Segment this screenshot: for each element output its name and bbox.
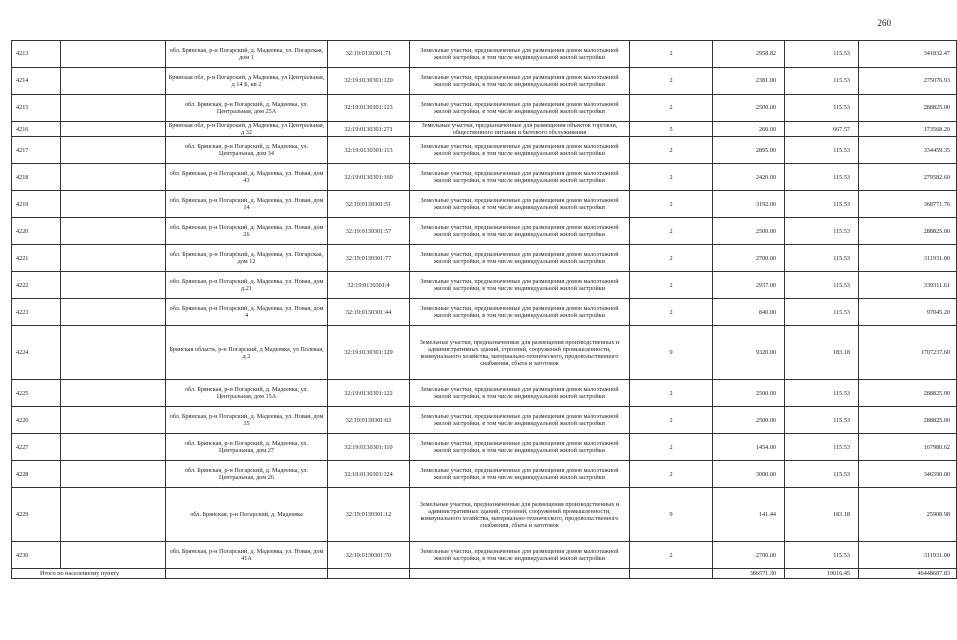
- plot-address: обл. Брянская, р-н Погарский, д. Мадеевка, ул. Центральная, дом 26: [166, 461, 328, 488]
- plot-area: 840.00: [713, 299, 785, 326]
- empty-cell: [61, 272, 166, 299]
- plot-address: обл. Брянская, р-н Погарский, д. Мадеевка, ул. Новая, дом 14: [166, 191, 328, 218]
- use-category: 2: [630, 434, 713, 461]
- plot-area: 260.00: [713, 122, 785, 137]
- use-category: 2: [630, 299, 713, 326]
- permitted-use: Земельные участки, предназначенные для размещения домов малоэтажной жилой застройки, в том числе индивидуальной жилой застройки: [410, 95, 630, 122]
- use-category: 2: [630, 380, 713, 407]
- use-category: 2: [630, 542, 713, 569]
- specific-value: 115.53: [785, 245, 859, 272]
- plot-area: 2500.00: [713, 218, 785, 245]
- cadastral-number: 32:19:0130301:4: [328, 272, 410, 299]
- total-label: Итого по населенному пункту: [12, 569, 166, 579]
- table-row: [12, 407, 957, 434]
- cadastral-number: 32:19:0130301:113: [328, 137, 410, 164]
- cadastral-number: 32:19:0130301:70: [328, 542, 410, 569]
- empty-cell: [166, 569, 328, 579]
- plot-area: 2420.00: [713, 164, 785, 191]
- permitted-use: Земельные участки, предназначенные для размещения домов малоэтажной жилой застройки, в том числе индивидуальной жилой застройки: [410, 218, 630, 245]
- use-category: 2: [630, 191, 713, 218]
- plot-address: обл. Брянская, р-н Погарский, д. Мадеевка, ул. Новая, дом 41А: [166, 542, 328, 569]
- use-category: 2: [630, 218, 713, 245]
- cadastral-number: 32:19:0130301:123: [328, 95, 410, 122]
- cadastral-value: 97045.20: [859, 299, 957, 326]
- table-row: [12, 245, 957, 272]
- cadastral-value: 341832.47: [859, 41, 957, 68]
- permitted-use: Земельные участки, предназначенные для размещения объектов торговли, общественного питания и бытового обслуживания: [410, 122, 630, 137]
- specific-value: 667.57: [785, 122, 859, 137]
- cadastral-value: 339311.61: [859, 272, 957, 299]
- plot-address: обл. Брянская, р-н Погарский, д. Мадеевка, ул. Центральная, дом 27: [166, 434, 328, 461]
- plot-area: 3000.00: [713, 461, 785, 488]
- plot-number: 4219: [12, 191, 61, 218]
- cadastral-value: 1707237.60: [859, 326, 957, 380]
- permitted-use: Земельные участки, предназначенные для размещения домов малоэтажной жилой застройки, в том числе индивидуальной жилой застройки: [410, 191, 630, 218]
- empty-cell: [61, 326, 166, 380]
- plot-address: обл. Брянская, р-н Погарский, д. Мадеевка, ул. Погарская, дом 1: [166, 41, 328, 68]
- use-category: 2: [630, 164, 713, 191]
- cadastral-value: 279582.60: [859, 164, 957, 191]
- plot-area: 2937.00: [713, 272, 785, 299]
- specific-value: 115.53: [785, 272, 859, 299]
- plot-number: 4230: [12, 542, 61, 569]
- specific-value: 115.53: [785, 137, 859, 164]
- specific-value: 115.53: [785, 299, 859, 326]
- cadastral-number: 32:19:0130301:120: [328, 68, 410, 95]
- plot-area: 2958.82: [713, 41, 785, 68]
- use-category: 9: [630, 488, 713, 542]
- permitted-use: Земельные участки, предназначенные для размещения домов малоэтажной жилой застройки, в том числе индивидуальной жилой застройки: [410, 380, 630, 407]
- plot-number: 4223: [12, 299, 61, 326]
- specific-value: 115.53: [785, 407, 859, 434]
- plot-area: 2381.00: [713, 68, 785, 95]
- permitted-use: Земельные участки, предназначенные для размещения домов малоэтажной жилой застройки, в том числе индивидуальной жилой застройки: [410, 542, 630, 569]
- plot-address: обл. Брянская, р-н Погарский, д. Мадеевка, ул. Центральная, дом 15А: [166, 380, 328, 407]
- specific-value: 115.53: [785, 95, 859, 122]
- specific-value: 115.53: [785, 218, 859, 245]
- empty-cell: [410, 569, 630, 579]
- empty-cell: [61, 137, 166, 164]
- plot-number: 4220: [12, 218, 61, 245]
- table-row: [12, 461, 957, 488]
- plot-area: 2700.00: [713, 245, 785, 272]
- table-row: [12, 272, 957, 299]
- cadastral-number: 32:19:0130301:160: [328, 164, 410, 191]
- use-category: 2: [630, 95, 713, 122]
- specific-value: 183.18: [785, 488, 859, 542]
- empty-cell: [61, 542, 166, 569]
- plot-address: Брянская область, р-н Погарский, д Мадеевка, ул Полевая, д 2: [166, 326, 328, 380]
- plot-number: 4213: [12, 41, 61, 68]
- cadastral-number: 32:19:0130301:51: [328, 191, 410, 218]
- empty-cell: [61, 461, 166, 488]
- table-row: [12, 41, 957, 68]
- cadastral-value: 173568.20: [859, 122, 957, 137]
- plot-address: обл. Брянская, р-н Погарский, д. Мадеевка, ул. Погарская, дом 12: [166, 245, 328, 272]
- table-row: [12, 191, 957, 218]
- plot-address: обл. Брянская, р-н Погарский, д. Мадеевка, ул. Центральная, дом 25А: [166, 95, 328, 122]
- plot-area: 3192.00: [713, 191, 785, 218]
- use-category: 2: [630, 41, 713, 68]
- specific-value: 115.53: [785, 542, 859, 569]
- use-category: 2: [630, 68, 713, 95]
- use-category: 2: [630, 137, 713, 164]
- cadastral-number: 32:19:0130301:12: [328, 488, 410, 542]
- specific-value: 115.53: [785, 68, 859, 95]
- permitted-use: Земельные участки, предназначенные для размещения домов малоэтажной жилой застройки, в том числе индивидуальной жилой застройки: [410, 68, 630, 95]
- plot-number: 4229: [12, 488, 61, 542]
- cadastral-number: 32:19:0130301:77: [328, 245, 410, 272]
- empty-cell: [61, 434, 166, 461]
- plot-address: обл. Брянская, р-н Погарский, д. Мадеевка, ул. Новая, дом 35: [166, 407, 328, 434]
- specific-value: 115.53: [785, 41, 859, 68]
- cadastral-value: 275076.93: [859, 68, 957, 95]
- plot-number: 4216: [12, 122, 61, 137]
- plot-area: 2500.00: [713, 407, 785, 434]
- cadastral-value: 334459.35: [859, 137, 957, 164]
- plot-number: 4222: [12, 272, 61, 299]
- cadastral-number: 32:19:0130301:63: [328, 407, 410, 434]
- table-row: [12, 434, 957, 461]
- specific-value: 115.53: [785, 434, 859, 461]
- permitted-use: Земельные участки, предназначенные для размещения домов малоэтажной жилой застройки, в том числе индивидуальной жилой застройки: [410, 272, 630, 299]
- cadastral-number: 32:19:0130301:71: [328, 41, 410, 68]
- plot-address: обл. Брянская, р-н Погарский, д. Мадеевка, ул. Центральная, дом 34: [166, 137, 328, 164]
- table-row: [12, 137, 957, 164]
- plot-number: 4217: [12, 137, 61, 164]
- permitted-use: Земельные участки, предназначенные для размещения домов малоэтажной жилой застройки, в том числе индивидуальной жилой застройки: [410, 434, 630, 461]
- cadastral-value: 368771.76: [859, 191, 957, 218]
- permitted-use: Земельные участки, предназначенные для размещения производственных и административных зданий, строений, сооружений промышленности, коммунального хозяйства, материально-технического, продовольственного снабжения, сбыта и заготовок: [410, 326, 630, 380]
- use-category: 2: [630, 407, 713, 434]
- land-plots-table: [11, 40, 957, 579]
- cadastral-value: 288825.00: [859, 380, 957, 407]
- plot-number: 4226: [12, 407, 61, 434]
- cadastral-number: 32:19:0130301:271: [328, 122, 410, 137]
- empty-cell: [630, 569, 713, 579]
- table-row: [12, 488, 957, 542]
- plot-address: Брянская обл, р-н Погарский, д Мадеевка, ул Центральная, д 14 Б, кв 2: [166, 68, 328, 95]
- table-row: [12, 122, 957, 137]
- plot-number: 4224: [12, 326, 61, 380]
- use-category: 9: [630, 326, 713, 380]
- table-row: [12, 299, 957, 326]
- cadastral-value: 346590.00: [859, 461, 957, 488]
- cadastral-value: 311931.00: [859, 542, 957, 569]
- plot-number: 4228: [12, 461, 61, 488]
- table-row: [12, 95, 957, 122]
- specific-value: 115.53: [785, 380, 859, 407]
- table-row: [12, 542, 957, 569]
- total-row: [12, 569, 957, 579]
- cadastral-value: 288825.00: [859, 218, 957, 245]
- plot-address: Брянская обл, р-н Погарский, д Мадеевка, ул Центральная, д 32: [166, 122, 328, 137]
- plot-address: обл. Брянская, р-н Погарский, д. Мадеевка: [166, 488, 328, 542]
- permitted-use: Земельные участки, предназначенные для размещения домов малоэтажной жилой застройки, в том числе индивидуальной жилой застройки: [410, 137, 630, 164]
- cadastral-number: 32:19:0130301:124: [328, 461, 410, 488]
- empty-cell: [61, 380, 166, 407]
- empty-cell: [61, 488, 166, 542]
- table-row: [12, 380, 957, 407]
- plot-number: 4215: [12, 95, 61, 122]
- cadastral-value: 288825.00: [859, 95, 957, 122]
- permitted-use: Земельные участки, предназначенные для размещения домов малоэтажной жилой застройки, в том числе индивидуальной жилой застройки: [410, 41, 630, 68]
- table-row: [12, 218, 957, 245]
- plot-address: обл. Брянская, р-н Погарский, д. Мадеевка, ул. Новая, дом 43: [166, 164, 328, 191]
- table-row: [12, 164, 957, 191]
- permitted-use: Земельные участки, предназначенные для размещения производственных и административных зданий, строений, сооружений промышленности, коммунального хозяйства, материально-технического, продовольственного снабжения, сбыта и заготовок: [410, 488, 630, 542]
- plot-area: 1454.00: [713, 434, 785, 461]
- cadastral-value: 167980.62: [859, 434, 957, 461]
- empty-cell: [61, 407, 166, 434]
- empty-cell: [61, 299, 166, 326]
- plot-number: 4225: [12, 380, 61, 407]
- permitted-use: Земельные участки, предназначенные для размещения домов малоэтажной жилой застройки, в том числе индивидуальной жилой застройки: [410, 245, 630, 272]
- plot-number: 4227: [12, 434, 61, 461]
- total-cadastral-value: 46448687.83: [859, 569, 957, 579]
- use-category: 5: [630, 122, 713, 137]
- empty-cell: [61, 191, 166, 218]
- permitted-use: Земельные участки, предназначенные для размещения домов малоэтажной жилой застройки, в том числе индивидуальной жилой застройки: [410, 164, 630, 191]
- cadastral-number: 32:19:0130301:110: [328, 434, 410, 461]
- cadastral-value: 311931.00: [859, 245, 957, 272]
- plot-address: обл. Брянская, р-н Погарский, д. Мадеевка, ул. Новая, дом 26: [166, 218, 328, 245]
- cadastral-value: 25908.98: [859, 488, 957, 542]
- permitted-use: Земельные участки, предназначенные для размещения домов малоэтажной жилой застройки, в том числе индивидуальной жилой застройки: [410, 299, 630, 326]
- use-category: 2: [630, 245, 713, 272]
- empty-cell: [328, 569, 410, 579]
- empty-cell: [61, 41, 166, 68]
- specific-value: 115.53: [785, 164, 859, 191]
- specific-value: 183.18: [785, 326, 859, 380]
- plot-address: обл. Брянская, р-н Погарский, д. Мадеевка, ул. Новая, дом д.21: [166, 272, 328, 299]
- plot-area: 141.44: [713, 488, 785, 542]
- cadastral-value: 288825.00: [859, 407, 957, 434]
- use-category: 2: [630, 461, 713, 488]
- plot-area: 2500.00: [713, 95, 785, 122]
- table-row: [12, 68, 957, 95]
- table-body: [12, 41, 957, 579]
- plot-area: 2895.00: [713, 137, 785, 164]
- cadastral-number: 32:19:0130301:44: [328, 299, 410, 326]
- empty-cell: [61, 122, 166, 137]
- empty-cell: [61, 95, 166, 122]
- page-number: 260: [877, 18, 891, 28]
- cadastral-number: 32:19:0130301:129: [328, 326, 410, 380]
- plot-area: 9320.00: [713, 326, 785, 380]
- empty-cell: [61, 218, 166, 245]
- plot-area: 2500.00: [713, 380, 785, 407]
- permitted-use: Земельные участки, предназначенные для размещения домов малоэтажной жилой застройки, в том числе индивидуальной жилой застройки: [410, 461, 630, 488]
- empty-cell: [61, 245, 166, 272]
- plot-number: 4218: [12, 164, 61, 191]
- empty-cell: [61, 164, 166, 191]
- permitted-use: Земельные участки, предназначенные для размещения домов малоэтажной жилой застройки, в том числе индивидуальной жилой застройки: [410, 407, 630, 434]
- cadastral-number: 32:19:0130301:122: [328, 380, 410, 407]
- plot-address: обл. Брянская, р-н Погарский, д. Мадеевка, ул. Новая, дом 4: [166, 299, 328, 326]
- plot-number: 4221: [12, 245, 61, 272]
- cadastral-number: 32:19:0130301:57: [328, 218, 410, 245]
- table-row: [12, 326, 957, 380]
- specific-value: 115.53: [785, 191, 859, 218]
- total-specific-value: 19016.45: [785, 569, 859, 579]
- specific-value: 115.53: [785, 461, 859, 488]
- total-area: 386571.30: [713, 569, 785, 579]
- plot-number: 4214: [12, 68, 61, 95]
- plot-area: 2700.00: [713, 542, 785, 569]
- empty-cell: [61, 68, 166, 95]
- use-category: 2: [630, 272, 713, 299]
